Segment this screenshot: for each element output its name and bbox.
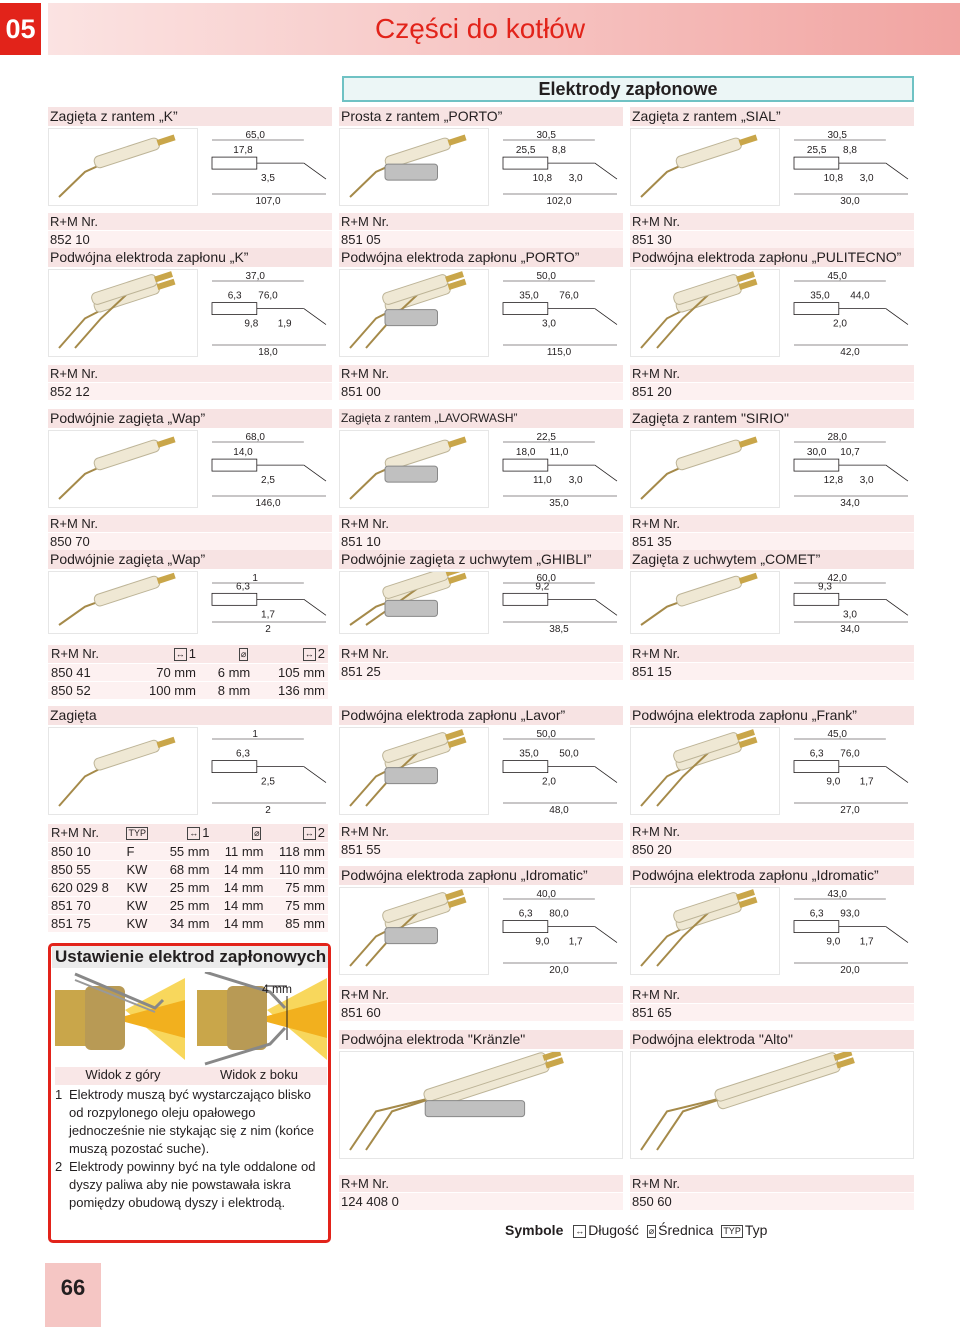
order-number-box bbox=[339, 1175, 623, 1211]
dimension-label: 42,0 bbox=[827, 573, 847, 584]
order-number-label: R+M Nr. bbox=[48, 515, 332, 533]
product-photo bbox=[48, 269, 198, 357]
order-number: 851 15 bbox=[630, 663, 914, 681]
symbols-legend bbox=[505, 1222, 767, 1238]
order-number-box bbox=[630, 823, 914, 859]
length-icon: ↔ bbox=[304, 649, 314, 660]
dimension-label: 30,0 bbox=[806, 447, 827, 459]
diameter-icon: ⌀ bbox=[240, 649, 247, 660]
diameter-icon: ⌀ bbox=[254, 828, 260, 839]
electrode-illustration bbox=[59, 271, 175, 348]
length-icon: ↔ bbox=[175, 649, 185, 660]
product-title: Prosta z rantem „PORTO” bbox=[339, 107, 623, 126]
dimension-label: 9,8 bbox=[244, 318, 259, 330]
product-title: Podwójna elektroda "Kränzle" bbox=[339, 1030, 623, 1049]
type-legend: Typ bbox=[744, 1222, 768, 1238]
product-title: Podwójna elektroda zapłonu „Lavor” bbox=[339, 706, 623, 725]
order-number: 124 408 0 bbox=[339, 1193, 623, 1211]
page-header-title: Części do kotłów bbox=[48, 3, 960, 55]
dimension-label: 1,7 bbox=[859, 936, 874, 948]
dimension-diagram bbox=[495, 571, 623, 634]
dimension-label: 6,3 bbox=[236, 748, 250, 760]
order-number-box bbox=[630, 986, 914, 1022]
order-number-label: R+M Nr. bbox=[48, 365, 332, 383]
order-number-box bbox=[48, 213, 332, 249]
dimension-label: 34,0 bbox=[840, 624, 860, 634]
electrode-illustration bbox=[59, 737, 175, 806]
page-number: 66 bbox=[45, 1263, 101, 1327]
product-photo bbox=[339, 1051, 623, 1159]
dimension-label: 1 bbox=[252, 573, 258, 584]
dimension-label: 76,0 bbox=[258, 290, 278, 302]
dimension-label: 35,0 bbox=[519, 748, 539, 760]
order-number-box bbox=[339, 365, 623, 401]
table-row: 851 75 KW 34 mm 14 mm 85 mm bbox=[48, 914, 328, 932]
dimension-label: 107,0 bbox=[255, 196, 281, 206]
dimension-label: 9,2 bbox=[535, 581, 550, 593]
order-number-label: R+M Nr. bbox=[339, 213, 623, 231]
length-1-header: ↔ 1 bbox=[124, 645, 199, 663]
length-legend: Długość bbox=[588, 1222, 639, 1238]
order-number: 850 60 bbox=[630, 1193, 914, 1211]
order-number: 851 10 bbox=[339, 533, 623, 551]
dimension-label: 2,0 bbox=[833, 318, 847, 330]
length-icon: ↔ bbox=[304, 828, 314, 839]
note-1: 1 Elektrody muszą być wystarczająco blisko od rozpylonego oleju opałowego jednocześnie nie stykając się z nim (końce muszą pozostać suche). bbox=[55, 1087, 314, 1156]
dimension-label: 8,8 bbox=[843, 145, 857, 157]
dimension-diagram bbox=[786, 887, 914, 975]
dimension-label: 3,0 bbox=[568, 173, 583, 185]
order-number: 850 70 bbox=[48, 533, 332, 551]
dimension-diagram bbox=[204, 727, 332, 815]
section-title: Elektrody zapłonowe bbox=[342, 76, 914, 102]
dimension-label: 102,0 bbox=[546, 196, 572, 206]
electrode-illustration bbox=[641, 573, 758, 625]
dimension-label: 11,0 bbox=[549, 447, 569, 459]
product-photo bbox=[339, 727, 489, 815]
product-title: Podwójna elektroda zapłonu „PULITECNO” bbox=[630, 248, 914, 267]
table-wap bbox=[48, 645, 328, 700]
order-number-label: R+M Nr. bbox=[630, 365, 914, 383]
dimension-label: 76,0 bbox=[559, 290, 579, 302]
dimension-label: 50,0 bbox=[536, 729, 556, 740]
order-number: 852 10 bbox=[48, 231, 332, 249]
dimension-label: 2,0 bbox=[542, 776, 556, 788]
dimension-label: 68,0 bbox=[245, 432, 265, 443]
dimension-label: 1 bbox=[252, 729, 258, 740]
product-title: Zagięta z rantem „LAVORWASH” bbox=[339, 409, 623, 428]
order-number-label: R+M Nr. bbox=[630, 986, 914, 1004]
dimension-label: 30,5 bbox=[536, 130, 556, 141]
order-number-label: R+M Nr. bbox=[339, 986, 623, 1004]
dimension-label: 35,0 bbox=[810, 290, 830, 302]
dimension-label: 9,0 bbox=[826, 776, 841, 788]
dimension-label: 18,0 bbox=[258, 347, 278, 357]
dimension-label: 50,0 bbox=[536, 271, 556, 282]
dimension-label: 76,0 bbox=[840, 748, 860, 760]
electrode-illustration bbox=[641, 271, 757, 348]
dimension-label: 10,8 bbox=[532, 173, 553, 185]
dimension-label: 37,0 bbox=[245, 271, 265, 282]
diameter-header bbox=[199, 645, 253, 663]
order-number-box bbox=[339, 515, 623, 551]
dimension-label: 10,7 bbox=[840, 447, 860, 459]
product-title: Podwójna elektroda zapłonu „K” bbox=[48, 248, 332, 267]
dimension-label: 42,0 bbox=[840, 347, 860, 357]
dimension-label: 1,9 bbox=[277, 318, 292, 330]
product-photo bbox=[630, 571, 780, 634]
dimension-label: 80,0 bbox=[549, 908, 569, 920]
product-photo bbox=[630, 727, 780, 815]
product-title: Podwójna elektroda zapłonu „Idromatic” bbox=[630, 866, 914, 885]
table-row: 620 029 8 KW 25 mm 14 mm 75 mm bbox=[48, 878, 328, 896]
order-number-box bbox=[339, 213, 623, 249]
dimension-drawing bbox=[503, 583, 617, 622]
dimension-label: 30,5 bbox=[827, 130, 847, 141]
dimension-label: 3,0 bbox=[568, 475, 583, 487]
dimension-drawing bbox=[212, 140, 326, 194]
dimension-label: 2,5 bbox=[261, 475, 275, 487]
note-2: 2 Elektrody powinny być na tyle oddalone od dyszy paliwa aby nie powstawała iskra pomiędzy obudową dyszy i elektrodą. bbox=[55, 1159, 316, 1210]
order-number: 851 05 bbox=[339, 231, 623, 249]
order-number: 851 00 bbox=[339, 383, 623, 401]
electrode-illustration bbox=[641, 1051, 855, 1150]
product-photo bbox=[630, 1051, 914, 1159]
order-number-label: R+M Nr. bbox=[339, 645, 623, 663]
order-number-box bbox=[339, 645, 623, 681]
dimension-diagram bbox=[786, 430, 914, 508]
dimension-label: 27,0 bbox=[840, 805, 860, 815]
dimension-label: 14,0 bbox=[233, 447, 253, 459]
electrode-illustration bbox=[350, 271, 466, 348]
dimension-label: 9,0 bbox=[535, 936, 550, 948]
dimension-label: 28,0 bbox=[827, 432, 847, 443]
dimension-label: 43,0 bbox=[827, 889, 847, 900]
order-number: 851 30 bbox=[630, 231, 914, 249]
table-row: 850 10 F 55 mm 11 mm 118 mm bbox=[48, 842, 328, 860]
product-photo bbox=[48, 571, 198, 634]
dimension-label: 17,8 bbox=[233, 145, 253, 157]
electrode-illustration bbox=[350, 135, 467, 197]
table-row: 850 41 70 mm 6 mm 105 mm bbox=[48, 663, 328, 681]
dimension-diagram bbox=[786, 571, 914, 634]
dimension-label: 1,7 bbox=[261, 609, 275, 621]
order-number-label: R+M Nr. bbox=[630, 645, 914, 663]
type-icon: TYP bbox=[723, 1226, 741, 1236]
electrode-illustration bbox=[641, 889, 757, 966]
header-cell: R+M Nr. bbox=[48, 645, 124, 663]
electrode-illustration bbox=[350, 1051, 564, 1150]
symbols-label: Symbole bbox=[505, 1222, 564, 1238]
dimension-label: 3,0 bbox=[843, 609, 857, 621]
dimension-label: 6,3 bbox=[236, 581, 250, 593]
diameter-legend: Średnica bbox=[658, 1222, 714, 1238]
order-number-box bbox=[630, 213, 914, 249]
electrode-illustration bbox=[641, 437, 758, 499]
dimension-label: 65,0 bbox=[245, 130, 265, 141]
table-row: 850 52 100 mm 8 mm 136 mm bbox=[48, 681, 328, 699]
dimension-label: 30,0 bbox=[840, 196, 860, 206]
table-zagieta bbox=[48, 824, 328, 933]
dimension-label: 18,0 bbox=[515, 447, 536, 459]
diameter-header bbox=[212, 824, 266, 842]
product-title: Zagięta z rantem „K” bbox=[48, 107, 332, 126]
dimension-label: 50,0 bbox=[559, 748, 579, 760]
table-row: 850 55 KW 68 mm 14 mm 110 mm bbox=[48, 860, 328, 878]
dimension-label: 8,8 bbox=[552, 145, 566, 157]
dimension-label: 146,0 bbox=[255, 498, 281, 508]
product-photo bbox=[48, 128, 198, 206]
product-photo bbox=[48, 727, 198, 815]
dimension-diagram bbox=[495, 727, 623, 815]
dimension-label: 6,3 bbox=[227, 290, 242, 302]
electrode-illustration bbox=[350, 729, 466, 806]
dimension-diagram bbox=[786, 128, 914, 206]
dimension-diagram bbox=[495, 269, 623, 357]
order-number-box bbox=[630, 645, 914, 681]
order-number-label: R+M Nr. bbox=[339, 1175, 623, 1193]
header-cell: R+M Nr. bbox=[48, 824, 123, 842]
order-number-box bbox=[339, 823, 623, 859]
table-header-row bbox=[48, 645, 328, 663]
order-number-box bbox=[630, 365, 914, 401]
diameter-icon: ⌀ bbox=[648, 1226, 655, 1236]
dimension-label: 22,5 bbox=[536, 432, 556, 443]
product-title: Podwójnie zagięta „Wap” bbox=[48, 409, 332, 428]
dimension-label: 40,0 bbox=[536, 889, 556, 900]
dimension-diagram bbox=[204, 269, 332, 357]
product-photo bbox=[339, 269, 489, 357]
product-photo bbox=[630, 887, 780, 975]
order-number-box bbox=[339, 986, 623, 1022]
dimension-label: 93,0 bbox=[840, 908, 860, 920]
dimension-label: 1,7 bbox=[568, 936, 583, 948]
dimension-diagram bbox=[204, 571, 332, 634]
order-number: 852 12 bbox=[48, 383, 332, 401]
length-icon: ↔ bbox=[575, 1226, 585, 1236]
electrode-illustration bbox=[641, 135, 758, 197]
dimension-label: 45,0 bbox=[827, 271, 847, 282]
product-title: Zagięta bbox=[48, 706, 332, 725]
view-side-label: Widok z boku bbox=[219, 1067, 299, 1082]
product-title: Podwójna elektroda zapłonu „Frank” bbox=[630, 706, 914, 725]
dimension-diagram bbox=[786, 727, 914, 815]
product-title: Podwójna elektroda "Alto" bbox=[630, 1030, 914, 1049]
product-title: Podwójnie zagięta „Wap” bbox=[48, 550, 332, 569]
order-number-label: R+M Nr. bbox=[630, 1175, 914, 1193]
product-title: Zagięta z rantem "SIRIO" bbox=[630, 409, 914, 428]
electrode-illustration bbox=[350, 889, 466, 966]
order-number-label: R+M Nr. bbox=[48, 213, 332, 231]
dimension-label: 115,0 bbox=[546, 347, 572, 357]
dimension-diagram bbox=[495, 128, 623, 206]
order-number-label: R+M Nr. bbox=[630, 213, 914, 231]
dimension-diagram bbox=[495, 887, 623, 975]
dimension-diagram bbox=[204, 128, 332, 206]
table-header-row bbox=[48, 824, 328, 842]
dimension-label: 12,8 bbox=[823, 475, 844, 487]
dimension-label: 34,0 bbox=[840, 498, 860, 508]
product-photo bbox=[630, 269, 780, 357]
electrode-illustration bbox=[641, 729, 757, 806]
electrode-illustration bbox=[350, 437, 467, 499]
product-photo bbox=[339, 887, 489, 975]
dimension-label: 25,5 bbox=[515, 145, 536, 157]
length-2-header: ↔ 2 bbox=[266, 824, 328, 842]
dimension-label: 10,8 bbox=[823, 173, 844, 185]
product-title: Zagięta z uchwytem „COMET” bbox=[630, 550, 914, 569]
view-labels bbox=[55, 1067, 327, 1085]
dimension-diagram bbox=[204, 430, 332, 508]
order-number: 851 25 bbox=[339, 663, 623, 681]
dimension-label: 35,0 bbox=[519, 290, 539, 302]
dimension-label: 11,0 bbox=[532, 475, 552, 487]
order-number-label: R+M Nr. bbox=[339, 823, 623, 841]
dimension-label: 38,5 bbox=[549, 624, 569, 634]
order-number: 850 20 bbox=[630, 841, 914, 859]
dimension-label: 35,0 bbox=[549, 498, 569, 508]
view-top-label: Widok z góry bbox=[85, 1067, 161, 1082]
type-icon: TYP bbox=[128, 828, 146, 839]
type-header bbox=[123, 824, 158, 842]
order-number: 851 55 bbox=[339, 841, 623, 859]
product-title: Zagięta z rantem „SIAL” bbox=[630, 107, 914, 126]
order-number-box bbox=[630, 515, 914, 551]
order-number-box bbox=[48, 515, 332, 551]
settings-notes bbox=[55, 1086, 327, 1212]
dimension-label: 20,0 bbox=[549, 965, 569, 975]
product-title: Podwójna elektroda zapłonu „Idromatic” bbox=[339, 866, 623, 885]
order-number-label: R+M Nr. bbox=[630, 515, 914, 533]
product-photo bbox=[339, 430, 489, 508]
dimension-label: 3,5 bbox=[261, 173, 275, 185]
dimension-diagram bbox=[495, 430, 623, 508]
dimension-label: 60,0 bbox=[536, 573, 556, 584]
gap-label: 4 mm bbox=[262, 982, 292, 996]
dimension-label: 6,3 bbox=[809, 908, 824, 920]
dimension-label: 2,5 bbox=[261, 776, 275, 788]
product-photo bbox=[630, 430, 780, 508]
order-number-box bbox=[630, 1175, 914, 1211]
electrode-illustration bbox=[59, 135, 176, 197]
length-1-header: ↔ 1 bbox=[158, 824, 212, 842]
dimension-label: 9,3 bbox=[818, 581, 832, 593]
product-title: Podwójna elektroda zapłonu „PORTO” bbox=[339, 248, 623, 267]
dimension-diagram bbox=[786, 269, 914, 357]
product-title: Podwójnie zagięta z uchwytem „GHIBLI” bbox=[339, 550, 623, 569]
order-number-label: R+M Nr. bbox=[339, 365, 623, 383]
dimension-label: 6,3 bbox=[809, 748, 824, 760]
order-number: 851 20 bbox=[630, 383, 914, 401]
dimension-label: 45,0 bbox=[827, 729, 847, 740]
order-number: 851 65 bbox=[630, 1004, 914, 1022]
dimension-drawing bbox=[212, 739, 326, 803]
dimension-drawing bbox=[212, 442, 326, 496]
dimension-label: 3,0 bbox=[859, 475, 874, 487]
product-photo bbox=[630, 128, 780, 206]
order-number-label: R+M Nr. bbox=[630, 823, 914, 841]
electrode-illustration bbox=[59, 573, 176, 625]
electrode-illustration bbox=[59, 437, 176, 499]
dimension-label: 9,0 bbox=[826, 936, 841, 948]
electrode-illustration bbox=[350, 571, 467, 625]
product-photo bbox=[339, 571, 489, 634]
order-number: 851 60 bbox=[339, 1004, 623, 1022]
dimension-label: 6,3 bbox=[518, 908, 533, 920]
order-number-label: R+M Nr. bbox=[339, 515, 623, 533]
dimension-label: 48,0 bbox=[549, 805, 569, 815]
order-number: 851 35 bbox=[630, 533, 914, 551]
dimension-label: 2 bbox=[265, 805, 271, 815]
dimension-label: 25,5 bbox=[806, 145, 827, 157]
dimension-label: 2 bbox=[265, 624, 271, 634]
section-number: 05 bbox=[0, 3, 41, 55]
length-icon: ↔ bbox=[189, 828, 199, 839]
product-photo bbox=[48, 430, 198, 508]
dimension-label: 3,0 bbox=[859, 173, 874, 185]
dimension-label: 44,0 bbox=[850, 290, 870, 302]
settings-title: Ustawienie elektrod zapłonowych bbox=[52, 946, 328, 968]
dimension-label: 1,7 bbox=[859, 776, 874, 788]
dimension-label: 3,0 bbox=[542, 318, 556, 330]
order-number-box bbox=[48, 365, 332, 401]
table-row: 851 70 KW 25 mm 14 mm 75 mm bbox=[48, 896, 328, 914]
product-photo bbox=[339, 128, 489, 206]
dimension-label: 20,0 bbox=[840, 965, 860, 975]
length-2-header: ↔ 2 bbox=[253, 645, 328, 663]
